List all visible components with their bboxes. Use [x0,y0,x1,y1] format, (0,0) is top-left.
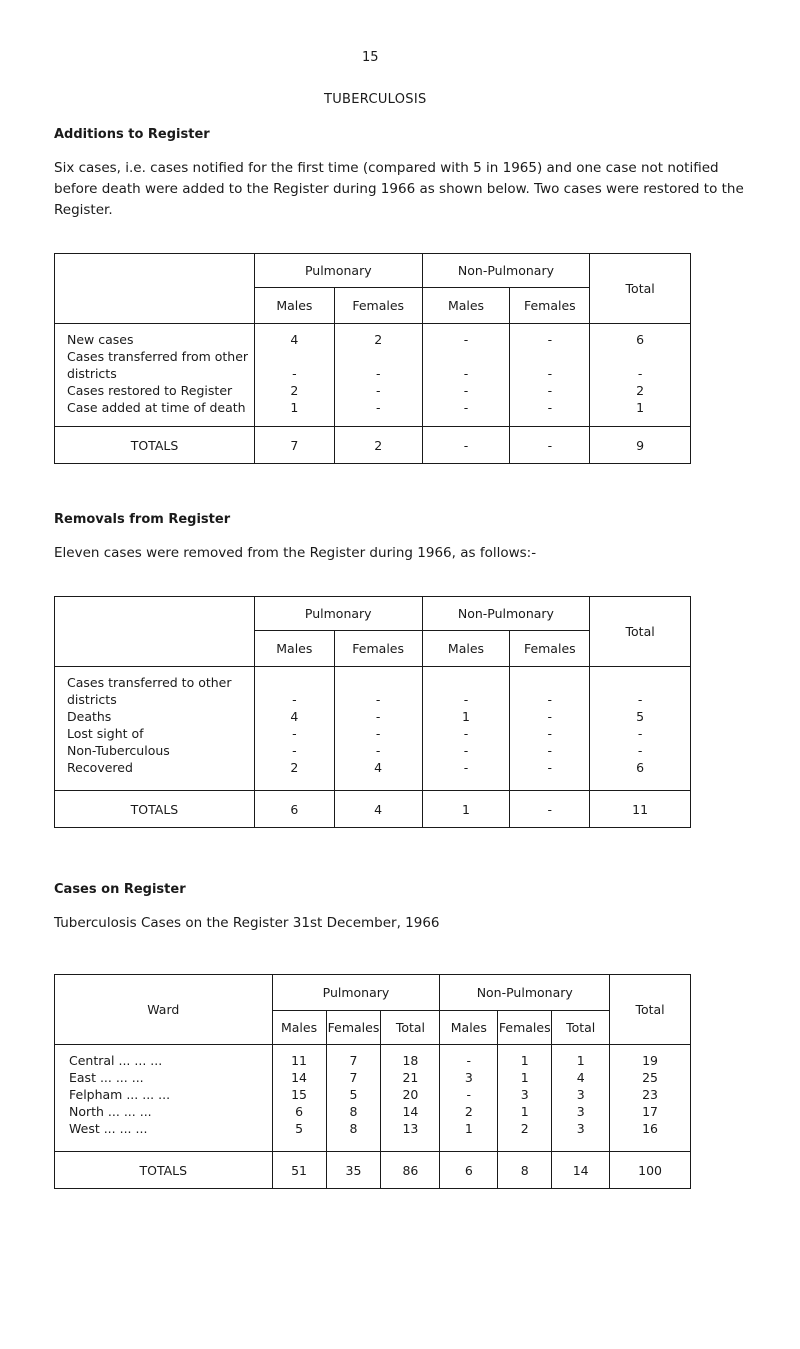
cell: 7 [349,1053,358,1068]
row-labels [55,324,255,427]
cell: 5 [349,1087,358,1102]
col-non-pulmonary-females [510,667,590,791]
removals-paragraph: Eleven cases were removed from the Register during 1966, as follows:- [54,545,537,561]
col-non-pulmonary-total [552,1045,610,1152]
col-total [590,667,691,791]
cell: - [466,1087,472,1102]
cell: 1 [290,400,299,415]
cell: - [547,760,553,775]
totals-cell: - [510,791,590,828]
cell: - [463,366,469,381]
header-pulmonary: Pulmonary [254,597,422,631]
header-blank [55,597,255,667]
cell: 15 [291,1087,307,1102]
header-non-pulmonary-males: Males [422,631,510,667]
cell: - [375,400,381,415]
header-pulmonary-females: Females [334,631,422,667]
header-blank [55,254,255,324]
cell: - [547,726,553,741]
cell: 4 [290,709,299,724]
cell [423,348,510,365]
cell: - [547,400,553,415]
cell: 1 [576,1053,585,1068]
row-label: Non-Tuberculous [67,743,170,758]
ward-label: West ... ... ... [69,1121,148,1136]
row-label: districts [67,366,117,381]
cell: 5 [295,1121,304,1136]
totals-cell: 6 [440,1152,498,1189]
ward-label: North ... ... ... [69,1104,152,1119]
header-non-pulmonary-total: Total [552,1011,610,1045]
totals-label: TOTALS [55,427,255,464]
cell: - [547,366,553,381]
col-pulmonary-males [272,1045,326,1152]
header-pulmonary-males: Males [272,1011,326,1045]
cell: 8 [349,1104,358,1119]
totals-cell: 14 [552,1152,610,1189]
cell: 6 [636,332,645,347]
cell: 25 [642,1070,659,1085]
totals-cell: - [510,427,590,464]
cell: 7 [349,1070,358,1085]
additions-table [54,253,691,464]
col-non-pulmonary-males [422,667,510,791]
totals-cell: 35 [326,1152,381,1189]
header-non-pulmonary: Non-Pulmonary [422,597,590,631]
cell: 21 [402,1070,419,1085]
header-ward: Ward [55,975,273,1045]
col-pulmonary-total [381,1045,440,1152]
cell: - [375,692,381,707]
col-pulmonary-females [334,667,422,791]
totals-label: TOTALS [55,1152,273,1189]
cell: 3 [520,1087,529,1102]
totals-cell: 11 [590,791,691,828]
header-non-pulmonary: Non-Pulmonary [440,975,610,1011]
cell: - [292,726,297,741]
col-total [610,1045,691,1152]
cell: - [547,743,553,758]
cell [335,348,422,365]
col-pulmonary-males [254,324,334,427]
header-pulmonary-males: Males [254,288,334,324]
cell: 14 [291,1070,307,1085]
totals-cell: 100 [610,1152,691,1189]
cell: 3 [576,1104,585,1119]
totals-cell: 2 [334,427,422,464]
cell: 6 [295,1104,304,1119]
header-non-pulmonary: Non-Pulmonary [422,254,590,288]
cell: 2 [520,1121,529,1136]
page-number: 15 [362,50,379,65]
cell: 3 [464,1070,473,1085]
header-non-pulmonary-males: Males [440,1011,498,1045]
row-label: Cases restored to Register [67,383,233,398]
cell [510,348,589,365]
cell: - [637,692,643,707]
cell: 19 [642,1053,659,1068]
cell: 5 [636,709,645,724]
cell: - [375,366,381,381]
cell [510,674,589,691]
totals-cell: 86 [381,1152,440,1189]
header-total: Total [590,597,691,667]
ward-label: East ... ... ... [69,1070,144,1085]
row-label: Cases transferred from other [67,349,249,364]
header-total: Total [610,975,691,1045]
header-non-pulmonary-females: Females [510,288,590,324]
additions-heading: Additions to Register [54,127,210,142]
cell [423,674,510,691]
additions-paragraph: Six cases, i.e. cases notified for the first time (compared with 5 in 1965) and one case not notified before death were added to the Register during 1966 as shown below. Two cases were restored to the Register. [54,160,744,218]
row-label: districts [67,692,117,707]
cases-table [54,974,691,1189]
cases-paragraph: Tuberculosis Cases on the Register 31st December, 1966 [54,915,440,931]
header-non-pulmonary-females: Females [498,1011,552,1045]
header-total: Total [590,254,691,324]
row-labels [55,667,255,791]
cell: - [463,383,469,398]
cell: - [375,383,381,398]
cell: 17 [642,1104,659,1119]
ward-label: Felpham ... ... ... [69,1087,171,1102]
cell: - [547,332,553,347]
cell: - [292,743,297,758]
header-pulmonary-females: Females [334,288,422,324]
totals-cell: - [422,427,510,464]
totals-label: TOTALS [55,791,255,828]
cell: 3 [576,1087,585,1102]
cell: 8 [349,1121,358,1136]
cell: - [463,692,469,707]
cell [590,348,690,365]
col-pulmonary-males [254,667,334,791]
totals-cell: 7 [254,427,334,464]
col-pulmonary-females [326,1045,381,1152]
header-pulmonary: Pulmonary [254,254,422,288]
col-non-pulmonary-males [440,1045,498,1152]
header-pulmonary-females: Females [326,1011,381,1045]
cell: 23 [642,1087,659,1102]
cell: 13 [402,1121,419,1136]
cell: 2 [636,383,645,398]
totals-cell: 4 [334,791,422,828]
cell: - [637,726,643,741]
ward-label: Central ... ... ... [69,1053,163,1068]
cell: 4 [374,760,383,775]
cell: 18 [402,1053,419,1068]
cell [255,674,334,691]
cell: - [463,726,469,741]
row-label: New cases [67,332,134,347]
cell [255,348,334,365]
cell: 16 [642,1121,659,1136]
col-non-pulmonary-females [510,324,590,427]
cell: 1 [520,1070,529,1085]
cell: - [375,743,381,758]
col-non-pulmonary-females [498,1045,552,1152]
ward-labels [55,1045,273,1152]
col-pulmonary-females [334,324,422,427]
cell: - [292,692,297,707]
totals-cell: 6 [254,791,334,828]
removals-heading: Removals from Register [54,512,231,527]
col-non-pulmonary-males [422,324,510,427]
cell: 1 [520,1104,529,1119]
cell: - [375,726,381,741]
cell: - [463,400,469,415]
header-non-pulmonary-females: Females [510,631,590,667]
header-pulmonary: Pulmonary [272,975,440,1011]
cell: - [547,709,553,724]
cell: - [466,1053,472,1068]
cell [590,674,690,691]
row-label: Case added at time of death [67,400,246,415]
row-label: Cases transferred to other [67,675,232,690]
totals-cell: 51 [272,1152,326,1189]
cell: 4 [290,332,299,347]
cell: 3 [576,1121,585,1136]
page-title: TUBERCULOSIS [324,92,427,107]
cases-heading: Cases on Register [54,882,186,897]
row-label: Deaths [67,709,112,724]
cell: 1 [464,1121,473,1136]
cell: - [375,709,381,724]
cell: - [547,383,553,398]
cell: 1 [636,400,645,415]
col-total [590,324,691,427]
header-non-pulmonary-males: Males [422,288,510,324]
cell: 2 [464,1104,473,1119]
cell: - [463,743,469,758]
cell: 1 [520,1053,529,1068]
cell: - [547,692,553,707]
header-pulmonary-total: Total [381,1011,440,1045]
cell: 2 [290,383,299,398]
removals-table [54,596,691,828]
cell: 2 [290,760,299,775]
row-label: Recovered [67,760,133,775]
row-label: Lost sight of [67,726,144,741]
cell: - [463,332,469,347]
cell: 2 [374,332,383,347]
cell: 14 [402,1104,419,1119]
totals-cell: 1 [422,791,510,828]
cell: 6 [636,760,645,775]
cell: - [637,743,643,758]
cell: 11 [291,1053,307,1068]
header-pulmonary-males: Males [254,631,334,667]
cell: 20 [402,1087,419,1102]
cell: - [463,760,469,775]
cell: - [292,366,297,381]
cell: 1 [461,709,470,724]
totals-cell: 9 [590,427,691,464]
totals-cell: 8 [498,1152,552,1189]
cell: 4 [576,1070,585,1085]
cell [335,674,422,691]
cell: - [637,366,643,381]
